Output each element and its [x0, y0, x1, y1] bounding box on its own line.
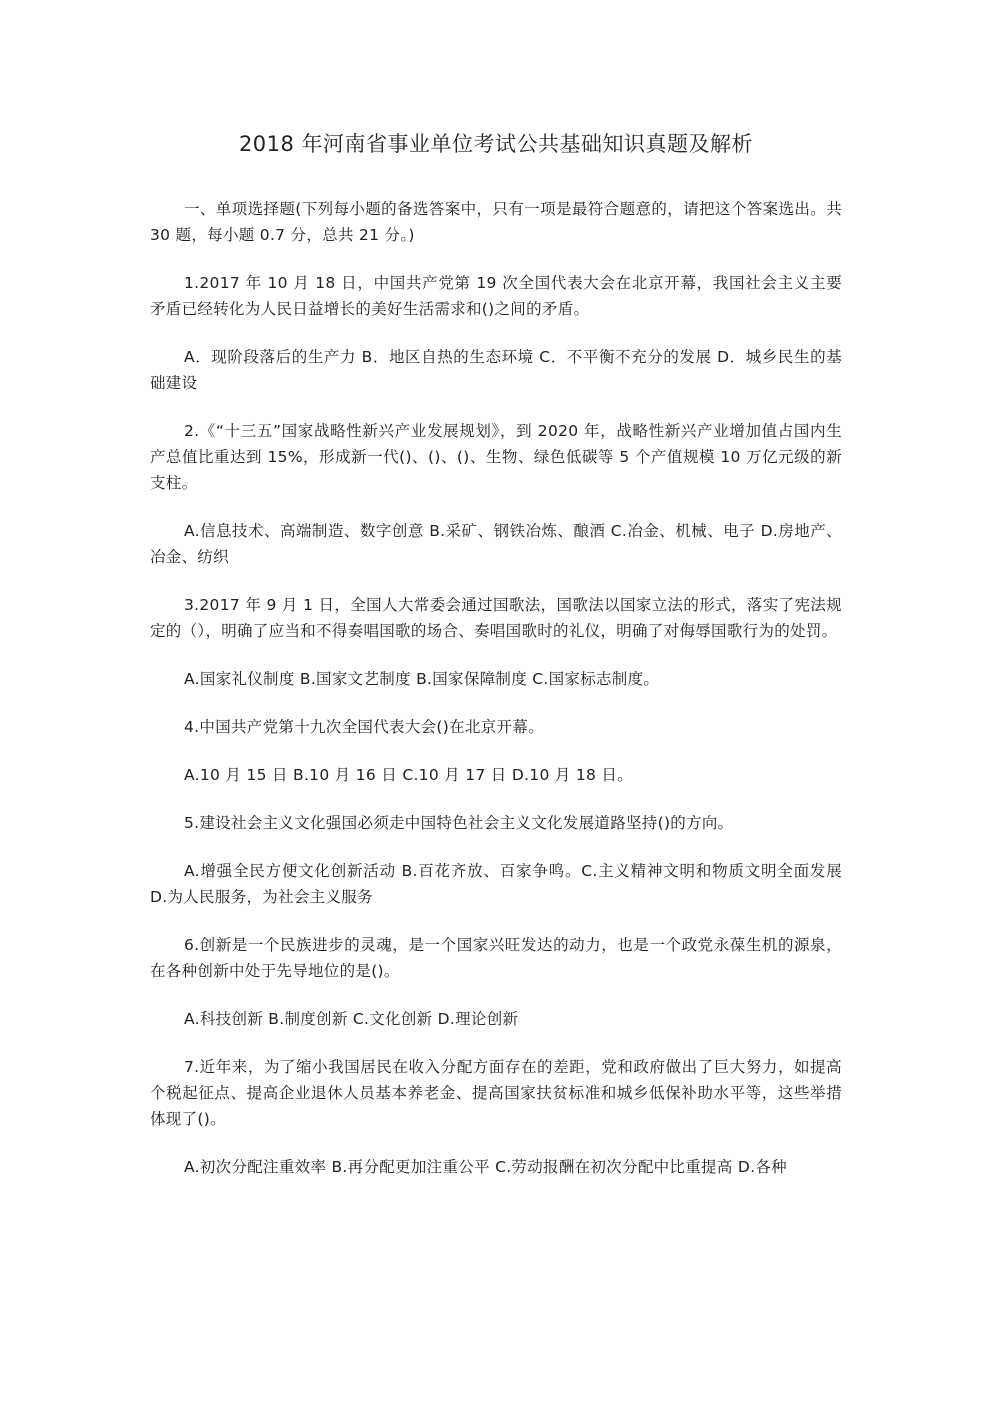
- document-title: 2018 年河南省事业单位考试公共基础知识真题及解析: [238, 132, 754, 156]
- question-5-options: A.增强全民方便文化创新活动 B.百花齐放、百家争鸣。C.主义精神文明和物质文明全面发展 D.为人民服务，为社会主义服务: [150, 862, 842, 906]
- question-7-options: A.初次分配注重效率 B.再分配更加注重公平 C.劳动报酬在初次分配中比重提高 D.各种: [184, 1158, 787, 1176]
- question-4-options: A.10 月 15 日 B.10 月 16 日 C.10 月 17 日 D.10 月 18 日。: [184, 766, 634, 784]
- question-1-options: A．现阶段落后的生产力 B．地区自热的生态环境 C．不平衡不充分的发展 D．城乡民生的基础建设: [150, 348, 842, 392]
- question-2: 2.《“十三五”国家战略性新兴产业发展规划》，到 2020 年，战略性新兴产业增加值占国内生产总值比重达到 15%，形成新一代()、()、()、生物、绿色低碳等 5 个产值规模 10 万亿元级的新支柱。: [150, 422, 842, 492]
- section-instructions: 一、单项选择题(下列每小题的备选答案中，只有一项是最符合题意的，请把这个答案选出。共 30 题，每小题 0.7 分，总共 21 分。): [150, 200, 842, 244]
- document-body: [150, 196, 842, 1202]
- question-1: 1.2017 年 10 月 18 日，中国共产党第 19 次全国代表大会在北京开幕，我国社会主义主要矛盾已经转化为人民日益增长的美好生活需求和()之间的矛盾。: [150, 274, 842, 318]
- question-6: 6.创新是一个民族进步的灵魂，是一个国家兴旺发达的动力，也是一个政党永葆生机的源泉，在各种创新中处于先导地位的是()。: [150, 936, 842, 980]
- question-7: 7.近年来，为了缩小我国居民在收入分配方面存在的差距，党和政府做出了巨大努力，如提高个税起征点、提高企业退休人员基本养老金、提高国家扶贫标准和城乡低保补助水平等，这些举措体现了()。: [150, 1058, 842, 1128]
- question-3-options: A.国家礼仪制度 B.国家文艺制度 B.国家保障制度 C.国家标志制度。: [184, 670, 660, 688]
- question-2-options: A.信息技术、高端制造、数字创意 B.采矿、钢铁冶炼、酿酒 C.冶金、机械、电子 D.房地产、冶金、纺织: [150, 522, 842, 566]
- question-5: 5.建设社会主义文化强国必须走中国特色社会主义文化发展道路坚持()的方向。: [184, 814, 734, 832]
- question-6-options: A.科技创新 B.制度创新 C.文化创新 D.理论创新: [184, 1010, 519, 1028]
- question-4: 4.中国共产党第十九次全国代表大会()在北京开幕。: [184, 718, 544, 736]
- question-3: 3.2017 年 9 月 1 日，全国人大常委会通过国歌法，国歌法以国家立法的形式，落实了宪法规定的（），明确了应当和不得奏唱国歌的场合、奏唱国歌时的礼仪，明确了对侮辱国歌行为的处罚。: [150, 596, 842, 640]
